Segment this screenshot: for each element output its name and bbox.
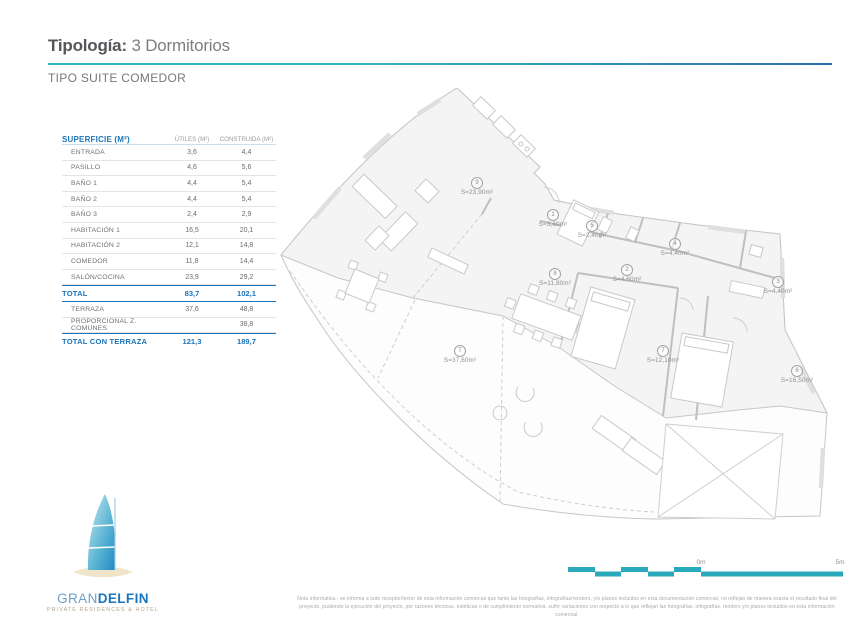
column-header-construida: CONSTRUIDA (M²) — [219, 136, 274, 143]
room-number-badge: 6 — [791, 365, 803, 377]
column-header-utiles: ÚTILES (M²) — [174, 136, 210, 143]
row-value-construida: 5,6 — [241, 164, 252, 172]
room-area-text: S=2,40m² — [577, 232, 607, 239]
room-area-text: S=12,10m² — [646, 357, 680, 364]
row-label: BAÑO 3 — [71, 211, 98, 219]
room-number-badge: 2 — [621, 264, 633, 276]
room-label-3 — [746, 271, 810, 295]
row-label: BAÑO 1 — [71, 179, 98, 187]
room-number-badge: 8 — [549, 268, 561, 280]
room-label-8 — [523, 263, 587, 287]
table-row-terraza — [62, 302, 276, 318]
room-label-2 — [595, 259, 659, 283]
row-label: BAÑO 2 — [71, 195, 98, 203]
room-area-text: S=16,50m² — [780, 377, 814, 384]
brand-tagline: PRIVATE RESIDENCES & HOTEL — [47, 607, 159, 613]
brand-logo — [44, 492, 162, 613]
table-row-total — [62, 285, 276, 302]
floor-plan — [278, 88, 848, 566]
row-value-utiles: 12,1 — [185, 242, 199, 250]
row-value-construida: 5,4 — [241, 195, 252, 203]
row-value-utiles: 16,5 — [185, 226, 199, 234]
room-number-badge: 9 — [471, 177, 483, 189]
room-number-badge: 4 — [669, 238, 681, 250]
table-row-proporcional-z-comunes — [62, 318, 276, 334]
row-value-construida: 20,1 — [239, 226, 254, 234]
page-title — [48, 36, 230, 56]
row-value-utiles: 4,6 — [187, 164, 197, 172]
room-label-6 — [765, 360, 829, 384]
row-label: HABITACIÓN 1 — [71, 226, 121, 234]
row-label: COMEDOR — [71, 257, 108, 265]
table-row-habitaci-n-2 — [62, 239, 276, 255]
brand-name — [44, 591, 162, 606]
row-value-construida: 102,1 — [236, 289, 256, 299]
room-number-badge: 1 — [547, 209, 559, 221]
room-area-text: S=4,40m² — [763, 288, 793, 295]
room-area-text: S=37,60m² — [443, 357, 477, 364]
page-title-value: 3 Dormitorios — [131, 36, 230, 55]
row-label: SALÓN/COCINA — [71, 273, 125, 281]
room-area-text: S=23,90m² — [460, 189, 494, 196]
room-label-4 — [643, 233, 707, 257]
row-label: TOTAL — [62, 289, 88, 299]
page-title-label: Tipología: — [48, 36, 127, 55]
row-value-construida: 14,4 — [239, 257, 254, 265]
room-number-badge: T — [454, 345, 466, 357]
sail-tower-icon — [71, 492, 135, 584]
row-label: PROPORCIONAL Z. COMUNES — [71, 317, 137, 332]
table-row-ba-o-1 — [62, 176, 276, 192]
row-value-utiles: 2,4 — [187, 211, 197, 219]
room-label-7 — [631, 340, 695, 364]
table-row-comedor — [62, 254, 276, 270]
row-label: HABITACIÓN 2 — [71, 242, 121, 250]
scale-bar — [566, 556, 850, 586]
table-row-total-con-terraza — [62, 333, 276, 349]
room-area-text: S=4,60m² — [612, 276, 642, 283]
page-subtitle: TIPO SUITE COMEDOR — [48, 71, 187, 85]
table-row-habitaci-n-1 — [62, 223, 276, 239]
brand-name-bold: DELFIN — [97, 591, 149, 606]
floor-plan-drawing — [278, 88, 848, 566]
surface-table-header — [62, 129, 276, 145]
title-divider — [48, 63, 832, 65]
row-value-utiles: 23,9 — [185, 273, 199, 281]
surface-table — [62, 129, 276, 349]
scale-zero-label: 0m — [696, 559, 706, 566]
room-label-t — [428, 340, 492, 364]
room-number-badge: 7 — [657, 345, 669, 357]
surface-table-title: SUPERFICIE (M²) — [62, 135, 130, 144]
row-value-utiles: 83,7 — [184, 289, 200, 299]
row-value-construida: 38,8 — [239, 321, 254, 329]
brand-name-light: GRAN — [57, 591, 98, 606]
room-area-text: S=3,60m² — [538, 221, 568, 228]
table-row-pasillo — [62, 161, 276, 177]
table-row-ba-o-3 — [62, 207, 276, 223]
table-row-entrada — [62, 145, 276, 161]
row-value-construida: 14,8 — [239, 242, 254, 250]
row-label: ENTRADA — [71, 148, 105, 156]
row-value-construida: 48,8 — [239, 305, 254, 313]
row-value-utiles: 3,6 — [187, 148, 197, 156]
row-label: TOTAL CON TERRAZA — [62, 336, 148, 346]
row-label: TERRAZA — [71, 305, 105, 313]
room-number-badge: 5 — [586, 220, 598, 232]
row-value-construida: 5,4 — [241, 179, 252, 187]
row-value-construida: 4,4 — [241, 148, 252, 156]
row-value-utiles: 4,4 — [187, 195, 197, 203]
surface-table-body — [62, 145, 276, 349]
legal-disclaimer-line2: proyecto, pudiendo la ejecución del proyecto, por razones técnicas, estéticas o de cumplimiento normativa, sufrir variaciones con respecto a lo que reflejan las fotografías, infografías, renders y/o planos incluidos en esta información comercial. — [299, 604, 835, 618]
scale-five-label: 5m — [835, 559, 845, 566]
row-value-utiles: 121,3 — [182, 336, 202, 346]
table-row-sal-n-cocina — [62, 270, 276, 286]
row-value-utiles: 11,8 — [185, 257, 199, 265]
room-area-text: S=4,40m² — [660, 250, 690, 257]
row-value-utiles: 4,4 — [187, 179, 197, 187]
row-value-construida: 29,2 — [239, 273, 254, 281]
room-label-9 — [445, 172, 509, 196]
legal-disclaimer — [288, 595, 846, 619]
room-area-text: S=11,80m² — [539, 280, 571, 287]
legal-disclaimer-line1: Nota informativa.- se informa a todo receptor/lector de esta información comercial que tanto las fotografías, infografías/renders, y/o planos incluidos en esta documentación comercial, no reflejan de manera exacta el resultado final del — [297, 596, 837, 602]
row-value-utiles: 37,6 — [185, 305, 199, 313]
row-value-construida: 189,7 — [236, 336, 256, 346]
row-label: PASILLO — [71, 164, 101, 172]
room-label-5 — [560, 215, 624, 239]
table-row-ba-o-2 — [62, 192, 276, 208]
room-number-badge: 3 — [772, 276, 784, 288]
row-value-construida: 2,9 — [241, 211, 252, 219]
